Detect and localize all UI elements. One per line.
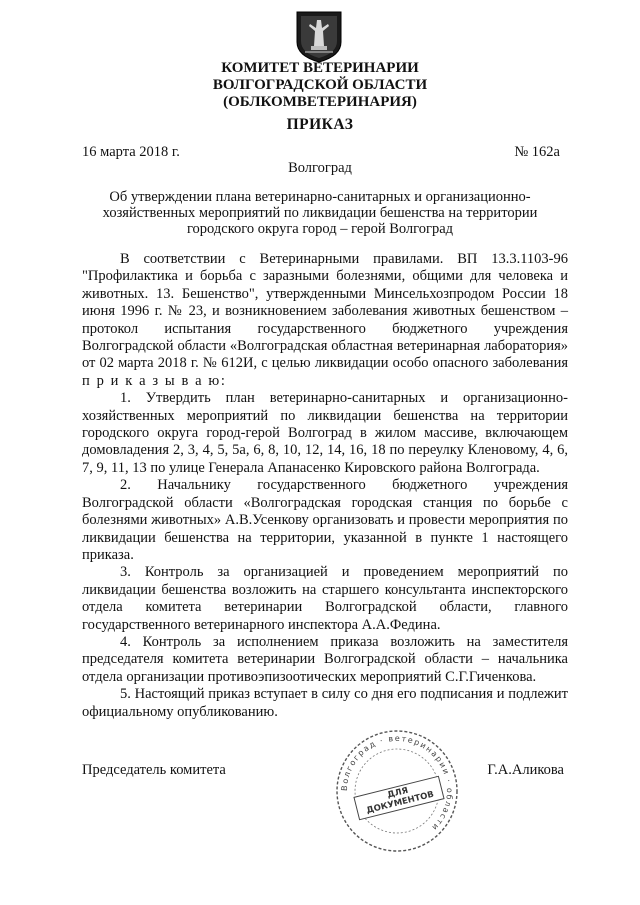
document-number: № 162а bbox=[514, 144, 560, 160]
signatory-name: Г.А.Аликова bbox=[487, 762, 564, 778]
org-name-line1: КОМИТЕТ ВЕТЕРИНАРИИ bbox=[221, 60, 419, 76]
subject-line2: хозяйственных мероприятий по ликвидации бешенства на территории bbox=[102, 205, 538, 221]
document-subject bbox=[95, 189, 545, 237]
org-name-line2: ВОЛГОГРАДСКОЙ ОБЛАСТИ bbox=[212, 77, 428, 93]
organization-header bbox=[0, 60, 640, 111]
order-item-4: 4. Контроль за исполнением приказа возложить на заместителя председателя комитета ветеринарии Волгоградской области – начальника отдела организации противоэпизоотических мероприятий С.Г.Гиченкова. bbox=[82, 633, 568, 685]
preamble-paragraph bbox=[82, 251, 568, 390]
order-item-1: 1. Утвердить план ветеринарно-санитарных и организационно-хозяйственных мероприятий по ликвидации бешенства на территории городского округа город-герой Волгоград в жилом массиве, включающем домовладения 2, 3, 4, 5, 5а, 6, 8, 10, 12, 14, 16, 18 по переулку Кленовому, 4, 6, 7, 9, 11, 13 по улице Генерала Апанасенко Кировского района Волгограда. bbox=[82, 390, 568, 476]
order-item-2: 2. Начальнику государственного бюджетного учреждения Волгоградской области «Волгоградская городская станция по борьбе с болезнями животных» А.В.Усенкову организовать и провести мероприятия по ликвидации бешенства на территории, указанной в пункте 1 настоящего приказа. bbox=[82, 477, 568, 563]
volgograd-emblem-icon bbox=[293, 8, 345, 64]
stamp-label: ДЛЯ ДОКУМЕНТОВ bbox=[353, 776, 444, 821]
document-type-title: ПРИКАЗ bbox=[286, 116, 354, 133]
document-city: Волгоград bbox=[288, 160, 352, 176]
document-body bbox=[82, 251, 568, 721]
stamp-ring-text: Волгоград · ветеринарии · области bbox=[339, 733, 455, 833]
order-word: п р и к а з ы в а ю: bbox=[82, 372, 227, 389]
org-name-line3: (ОБЛКОМВЕТЕРИНАРИЯ) bbox=[223, 94, 417, 110]
preamble-text: В соответствии с Ветеринарными правилами. ВП 13.3.1103-96 "Профилактика и борьба с заразными болезнями, общими для человека и животных. 13. Бешенство", утвержденными Минсельхозпродом России 18 июня 1996 г. № 23, и возникновением заболевания животных бешенством – протокол испытания государственного бюджетного учреждения Волгоградской области «Волгоградская областная ветеринарная лаборатория» от 02 марта 2018 г. № 612И, с целью ликвидации особо опасного заболевания bbox=[82, 251, 568, 372]
document-date: 16 марта 2018 г. bbox=[82, 144, 180, 160]
subject-line1: Об утверждении плана ветеринарно-санитарных и организационно- bbox=[109, 189, 531, 205]
subject-line3: городского округа город – герой Волгоград bbox=[186, 221, 454, 237]
order-item-3: 3. Контроль за организацией и проведением мероприятий по ликвидации бешенства возложить на старшего консультанта инспекторского отдела комитета ветеринарии Волгоградской области, главного государственного ветеринарного инспектора А.А.Федина. bbox=[82, 564, 568, 633]
order-item-5: 5. Настоящий приказ вступает в силу со дня его подписания и подлежит официальному опубликованию. bbox=[82, 686, 568, 720]
signatory-role: Председатель комитета bbox=[82, 762, 226, 778]
